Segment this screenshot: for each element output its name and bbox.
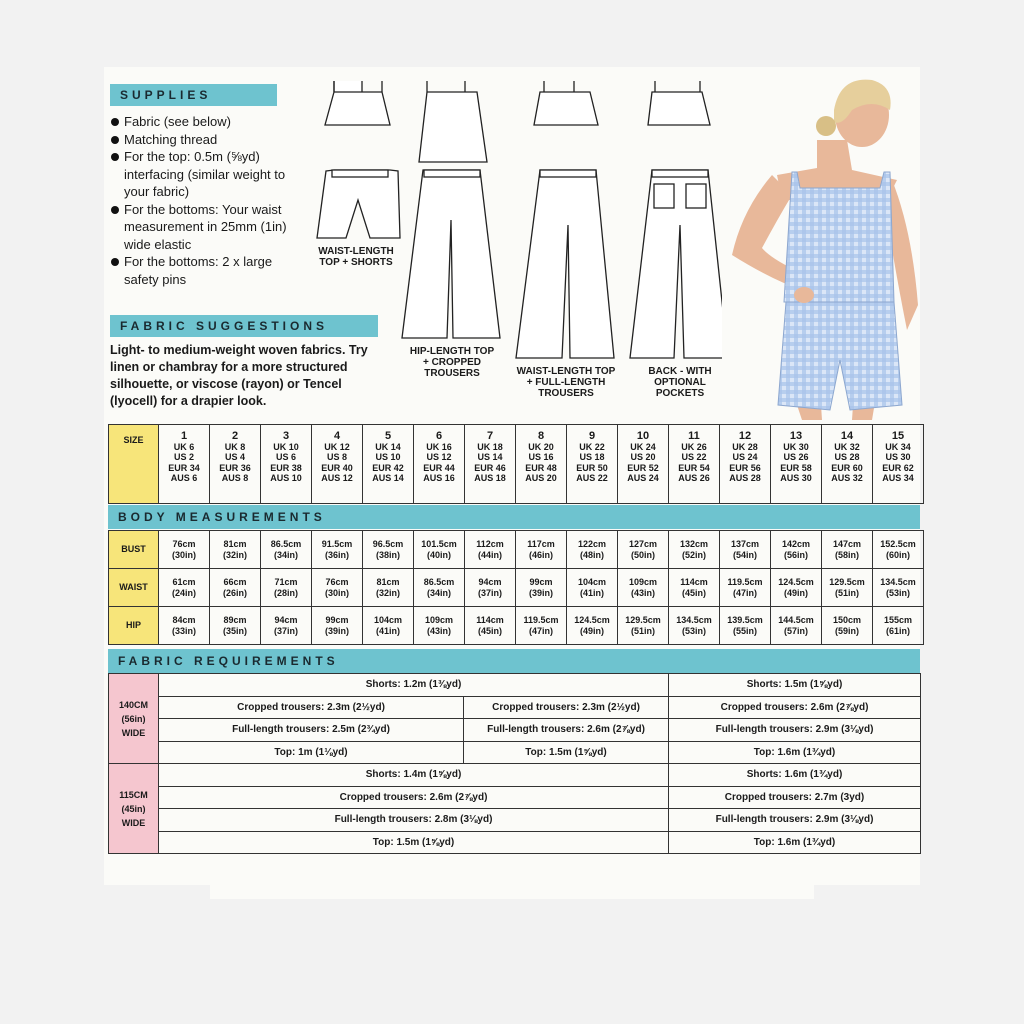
fabric-suggestions-header: FABRIC SUGGESTIONS xyxy=(110,315,378,337)
measurement-in: (30in) xyxy=(171,549,196,560)
size-table xyxy=(108,424,924,504)
size-number: 10 xyxy=(636,430,650,442)
size-eur: EUR 58 xyxy=(780,462,812,473)
size-us: US 14 xyxy=(477,452,503,462)
measurement-cm: 127cm xyxy=(628,539,658,549)
measurement-in: (41in) xyxy=(579,587,604,598)
measurement-in: (49in) xyxy=(783,587,808,598)
size-uk: UK 14 xyxy=(375,441,401,452)
measurement-in: (37in) xyxy=(477,587,502,598)
size-uk: UK 12 xyxy=(324,441,350,452)
size-aus: AUS 30 xyxy=(780,473,812,483)
measurement-cell xyxy=(873,607,924,645)
measurement-in: (47in) xyxy=(732,587,757,598)
size-eur: EUR 50 xyxy=(576,462,608,473)
size-eur: EUR 54 xyxy=(678,462,710,473)
measurement-cell xyxy=(210,569,261,607)
supply-item: For the top: 0.5m (⅝yd) interfacing (similar weight to your fabric) xyxy=(110,148,310,201)
measurement-cell xyxy=(771,569,822,607)
size-us: US 6 xyxy=(275,452,296,462)
size-cell xyxy=(720,425,771,504)
size-label: SIZE xyxy=(109,425,159,504)
measurement-cm: 119.5cm xyxy=(727,577,763,587)
measurement-cell xyxy=(720,531,771,569)
size-aus: AUS 12 xyxy=(321,473,353,483)
measurement-cell xyxy=(312,531,363,569)
measurement-cell xyxy=(516,569,567,607)
measurement-cell xyxy=(312,607,363,645)
measurement-cm: 81cm xyxy=(376,577,400,587)
measurement-cell xyxy=(465,607,516,645)
size-uk: UK 20 xyxy=(528,441,554,452)
measurement-in: (38in) xyxy=(375,549,400,560)
size-cell xyxy=(873,425,924,504)
measurements-table xyxy=(108,530,924,645)
size-number: 2 xyxy=(231,430,239,442)
req-cell: Cropped trousers: 2.6m (2⅞yd) xyxy=(159,786,669,809)
measurement-cm: 150cm xyxy=(832,615,862,625)
size-cell xyxy=(312,425,363,504)
measurement-in: (34in) xyxy=(426,587,451,598)
size-cell xyxy=(669,425,720,504)
measurement-in: (49in) xyxy=(579,625,604,636)
size-us: US 8 xyxy=(326,452,347,462)
measurement-in: (32in) xyxy=(375,587,400,598)
measurement-in: (36in) xyxy=(324,549,349,560)
measurement-label: HIP xyxy=(109,607,159,645)
size-aus: AUS 22 xyxy=(576,473,608,483)
measurement-cm: 76cm xyxy=(172,539,196,549)
size-cell xyxy=(210,425,261,504)
size-number: 4 xyxy=(333,430,341,442)
measurement-cm: 134.5cm xyxy=(880,577,916,587)
measurement-cm: 101.5cm xyxy=(421,539,457,549)
measurement-cm: 96.5cm xyxy=(372,539,404,549)
measurement-cell xyxy=(159,607,210,645)
measurement-in: (26in) xyxy=(222,587,247,598)
measurement-cell xyxy=(567,531,618,569)
measurement-cm: 144.5cm xyxy=(778,615,814,625)
measurement-cell xyxy=(618,531,669,569)
req-cell: Shorts: 1.6m (1¾yd) xyxy=(669,764,921,787)
measurement-in: (48in) xyxy=(579,549,604,560)
measurement-cm: 119.5cm xyxy=(523,615,559,625)
measurement-in: (30in) xyxy=(324,587,349,598)
measurement-cell xyxy=(771,531,822,569)
measurement-in: (39in) xyxy=(324,625,349,636)
size-row xyxy=(109,425,924,504)
measurement-cm: 139.5cm xyxy=(727,615,763,625)
supplies-header: SUPPLIES xyxy=(110,84,277,106)
measurement-in: (58in) xyxy=(834,549,859,560)
size-number: 5 xyxy=(384,430,392,442)
size-uk: UK 34 xyxy=(885,441,911,452)
size-aus: AUS 34 xyxy=(882,473,914,483)
measurement-row xyxy=(109,607,924,645)
measurement-cell xyxy=(363,607,414,645)
size-aus: AUS 32 xyxy=(831,473,863,483)
sheet-shadow xyxy=(210,885,814,899)
size-aus: AUS 18 xyxy=(474,473,506,483)
req-cell: Cropped trousers: 2.3m (2½yd) xyxy=(464,696,669,719)
fabric-requirements-header: FABRIC REQUIREMENTS xyxy=(108,649,920,673)
measurement-cell xyxy=(465,531,516,569)
supply-item: For the bottoms: Your waist measurement in 25mm (1in) wide elastic xyxy=(110,201,310,254)
size-uk: UK 8 xyxy=(224,441,246,452)
measurement-in: (43in) xyxy=(630,587,655,598)
caption-top-cropped: HIP-LENGTH TOP + CROPPED TROUSERS xyxy=(409,346,495,379)
width-115-label: 115CM (45in) WIDE xyxy=(109,764,159,854)
measurement-cm: 132cm xyxy=(679,539,709,549)
measurement-cell xyxy=(465,569,516,607)
measurement-in: (32in) xyxy=(222,549,247,560)
measurement-cm: 89cm xyxy=(223,615,247,625)
measurement-cm: 114cm xyxy=(680,577,708,587)
measurement-cell xyxy=(873,531,924,569)
measurement-cell xyxy=(261,569,312,607)
measurement-in: (47in) xyxy=(528,625,553,636)
measurement-cm: 155cm xyxy=(883,615,913,625)
measurement-cm: 66cm xyxy=(223,577,247,587)
measurement-cell xyxy=(669,607,720,645)
size-cell xyxy=(822,425,873,504)
req-cell: Cropped trousers: 2.7m (3yd) xyxy=(669,786,921,809)
size-uk: UK 16 xyxy=(426,441,452,452)
measurement-cell xyxy=(822,569,873,607)
size-cell xyxy=(567,425,618,504)
size-cell xyxy=(465,425,516,504)
caption-back-pockets: BACK - WITH OPTIONAL POCKETS xyxy=(648,366,712,399)
size-cell xyxy=(771,425,822,504)
measurement-cm: 99cm xyxy=(529,577,553,587)
measurement-label: BUST xyxy=(109,531,159,569)
measurement-cell xyxy=(516,531,567,569)
measurement-cell xyxy=(159,569,210,607)
size-aus: AUS 20 xyxy=(525,473,557,483)
measurement-in: (60in) xyxy=(885,549,910,560)
size-uk: UK 28 xyxy=(732,441,758,452)
measurement-cm: 99cm xyxy=(325,615,349,625)
measurement-in: (35in) xyxy=(222,625,247,636)
size-uk: UK 24 xyxy=(630,441,656,452)
measurement-in: (51in) xyxy=(630,625,655,636)
measurement-cm: 61cm xyxy=(172,577,196,587)
measurement-cm: 122cm xyxy=(577,539,607,549)
size-number: 11 xyxy=(688,430,700,442)
size-eur: EUR 60 xyxy=(831,462,863,473)
req-cell: Shorts: 1.5m (1⅝yd) xyxy=(669,674,921,697)
caption-top-shorts: WAIST-LENGTH TOP + SHORTS xyxy=(318,246,394,268)
measurement-cm: 124.5cm xyxy=(778,577,814,587)
req-cell: Shorts: 1.2m (1⅜yd) xyxy=(159,674,669,697)
size-eur: EUR 56 xyxy=(729,462,761,473)
measurement-cm: 86.5cm xyxy=(423,577,455,587)
measurement-in: (40in) xyxy=(426,549,451,560)
size-aus: AUS 8 xyxy=(221,473,249,483)
measurement-cell xyxy=(261,531,312,569)
measurement-cell xyxy=(618,607,669,645)
size-eur: EUR 38 xyxy=(270,462,302,473)
size-cell xyxy=(618,425,669,504)
size-aus: AUS 14 xyxy=(372,473,404,483)
size-eur: EUR 36 xyxy=(219,462,251,473)
size-us: US 30 xyxy=(885,452,911,462)
size-uk: UK 30 xyxy=(783,441,809,452)
size-us: US 22 xyxy=(681,452,707,462)
size-number: 1 xyxy=(180,430,188,442)
measurement-in: (45in) xyxy=(681,587,706,598)
size-number: 12 xyxy=(738,430,752,442)
measurement-label: WAIST xyxy=(109,569,159,607)
size-cell xyxy=(363,425,414,504)
size-cell xyxy=(159,425,210,504)
size-aus: AUS 6 xyxy=(170,473,198,483)
req-cell: Full-length trousers: 2.8m (3⅛yd) xyxy=(159,809,669,832)
size-aus: AUS 16 xyxy=(423,473,455,483)
illustration-back-pockets xyxy=(630,81,728,358)
measurement-in: (43in) xyxy=(426,625,451,636)
measurement-cm: 129.5cm xyxy=(625,615,661,625)
size-aus: AUS 28 xyxy=(729,473,761,483)
size-us: US 16 xyxy=(528,452,554,462)
supply-item: Matching thread xyxy=(110,131,310,149)
req-cell: Shorts: 1.4m (1⅝yd) xyxy=(159,764,669,787)
illustration-top-cropped xyxy=(402,81,500,338)
measurement-in: (28in) xyxy=(273,587,298,598)
size-aus: AUS 10 xyxy=(270,473,302,483)
measurement-cm: 71cm xyxy=(274,577,298,587)
measurement-in: (59in) xyxy=(834,625,859,636)
size-eur: EUR 62 xyxy=(882,462,914,473)
measurement-in: (50in) xyxy=(630,549,655,560)
measurement-cm: 112cm xyxy=(476,539,504,549)
measurement-in: (53in) xyxy=(885,587,910,598)
measurement-cm: 104cm xyxy=(373,615,403,625)
measurement-cm: 152.5cm xyxy=(880,539,916,549)
measurement-in: (55in) xyxy=(732,625,757,636)
size-us: US 24 xyxy=(732,452,758,462)
measurement-cm: 117cm xyxy=(527,539,555,549)
measurement-cm: 86.5cm xyxy=(270,539,302,549)
size-uk: UK 18 xyxy=(477,441,503,452)
fabric-suggestions-text: Light- to medium-weight woven fabrics. Try linen or chambray for a more structured silhouette, or viscose (rayon) or Tencel (lyocell) for a drapier look. xyxy=(110,343,368,408)
measurement-cell xyxy=(822,531,873,569)
measurement-cm: 76cm xyxy=(325,577,349,587)
req-cell: Top: 1.6m (1¾yd) xyxy=(669,741,921,764)
measurement-row xyxy=(109,569,924,607)
measurement-cm: 134.5cm xyxy=(676,615,712,625)
measurement-cm: 147cm xyxy=(832,539,862,549)
req-cell: Top: 1.6m (1¾yd) xyxy=(669,831,921,854)
size-number: 14 xyxy=(840,430,854,442)
size-eur: EUR 52 xyxy=(627,462,659,473)
size-number: 3 xyxy=(282,430,290,442)
size-cell xyxy=(516,425,567,504)
measurement-cm: 142cm xyxy=(781,539,811,549)
measurement-cell xyxy=(312,569,363,607)
measurement-cm: 84cm xyxy=(172,615,196,625)
measurement-cell xyxy=(669,569,720,607)
measurement-in: (37in) xyxy=(273,625,298,636)
size-number: 13 xyxy=(789,430,803,442)
measurement-in: (46in) xyxy=(528,549,553,560)
req-cell: Full-length trousers: 2.9m (3⅛yd) xyxy=(669,809,921,832)
size-uk: UK 26 xyxy=(681,441,707,452)
req-cell: Full-length trousers: 2.5m (2¾yd) xyxy=(159,719,464,742)
size-number: 7 xyxy=(486,430,494,442)
measurement-in: (53in) xyxy=(681,625,706,636)
measurement-cell xyxy=(414,607,465,645)
req-cell: Top: 1m (1⅛yd) xyxy=(159,741,464,764)
illustration-top-shorts xyxy=(317,81,400,238)
supply-item: For the bottoms: 2 x large safety pins xyxy=(110,253,310,288)
measurement-cell xyxy=(771,607,822,645)
size-uk: UK 32 xyxy=(834,441,860,452)
measurement-cell xyxy=(210,531,261,569)
illustration-top-full xyxy=(516,81,614,358)
measurement-cell xyxy=(873,569,924,607)
measurement-cell xyxy=(363,569,414,607)
size-number: 15 xyxy=(891,430,905,442)
supplies-list xyxy=(110,113,310,288)
measurement-cm: 114cm xyxy=(476,615,504,625)
size-number: 9 xyxy=(588,430,596,442)
measurement-cell xyxy=(720,607,771,645)
measurement-in: (39in) xyxy=(528,587,553,598)
fabric-requirements-table xyxy=(108,673,921,854)
measurement-cell xyxy=(720,569,771,607)
size-eur: EUR 42 xyxy=(372,462,404,473)
size-number: 6 xyxy=(435,430,443,442)
size-us: US 18 xyxy=(579,452,605,462)
size-number: 8 xyxy=(537,430,545,442)
size-us: US 20 xyxy=(630,452,656,462)
size-cell xyxy=(261,425,312,504)
measurement-cell xyxy=(159,531,210,569)
measurement-cell xyxy=(567,607,618,645)
measurement-in: (44in) xyxy=(477,549,502,560)
size-uk: UK 22 xyxy=(579,441,605,452)
measurement-in: (52in) xyxy=(681,549,706,560)
req-cell: Top: 1.5m (1⅝yd) xyxy=(159,831,669,854)
measurement-cm: 109cm xyxy=(424,615,454,625)
size-aus: AUS 26 xyxy=(678,473,710,483)
req-cell: Cropped trousers: 2.6m (2⅞yd) xyxy=(669,696,921,719)
measurement-cell xyxy=(516,607,567,645)
measurement-in: (61in) xyxy=(885,625,910,636)
measurement-cm: 137cm xyxy=(730,539,760,549)
measurement-cell xyxy=(261,607,312,645)
measurement-in: (41in) xyxy=(375,625,400,636)
measurement-cm: 81cm xyxy=(223,539,247,549)
size-uk: UK 6 xyxy=(173,441,195,452)
measurement-cell xyxy=(414,569,465,607)
measurement-cm: 109cm xyxy=(628,577,658,587)
body-measurements-header: BODY MEASUREMENTS xyxy=(108,505,920,529)
size-eur: EUR 40 xyxy=(321,462,353,473)
supply-item: Fabric (see below) xyxy=(110,113,310,131)
measurement-row xyxy=(109,531,924,569)
size-us: US 12 xyxy=(426,452,452,462)
size-eur: EUR 44 xyxy=(423,462,455,473)
size-us: US 2 xyxy=(173,452,194,462)
size-us: US 10 xyxy=(375,452,401,462)
size-us: US 28 xyxy=(834,452,860,462)
size-us: US 26 xyxy=(783,452,809,462)
size-aus: AUS 24 xyxy=(627,473,659,483)
measurement-cell xyxy=(822,607,873,645)
measurement-cm: 124.5cm xyxy=(574,615,610,625)
size-us: US 4 xyxy=(224,452,245,462)
measurement-cm: 94cm xyxy=(478,577,502,587)
req-cell: Cropped trousers: 2.3m (2½yd) xyxy=(159,696,464,719)
req-cell: Top: 1.5m (1⅝yd) xyxy=(464,741,669,764)
req-cell: Full-length trousers: 2.6m (2⅞yd) xyxy=(464,719,669,742)
measurement-cell xyxy=(363,531,414,569)
measurement-in: (57in) xyxy=(783,625,808,636)
measurement-in: (33in) xyxy=(171,625,196,636)
width-140-label: 140CM (56in) WIDE xyxy=(109,674,159,764)
caption-top-full: WAIST-LENGTH TOP + FULL-LENGTH TROUSERS xyxy=(516,366,616,399)
measurement-in: (51in) xyxy=(834,587,859,598)
measurement-cell xyxy=(669,531,720,569)
measurement-cm: 104cm xyxy=(577,577,607,587)
size-uk: UK 10 xyxy=(273,441,299,452)
measurement-cm: 94cm xyxy=(274,615,298,625)
size-eur: EUR 34 xyxy=(168,462,200,473)
measurement-cell xyxy=(618,569,669,607)
measurement-in: (54in) xyxy=(732,549,757,560)
measurement-in: (34in) xyxy=(273,549,298,560)
measurement-cell xyxy=(414,531,465,569)
size-cell xyxy=(414,425,465,504)
size-eur: EUR 48 xyxy=(525,462,557,473)
measurement-cm: 91.5cm xyxy=(321,539,353,549)
measurement-cell xyxy=(567,569,618,607)
size-eur: EUR 46 xyxy=(474,462,506,473)
measurement-in: (56in) xyxy=(783,549,808,560)
measurement-in: (45in) xyxy=(477,625,502,636)
req-cell: Full-length trousers: 2.9m (3⅛yd) xyxy=(669,719,921,742)
model-photo xyxy=(722,70,920,420)
measurement-cell xyxy=(210,607,261,645)
measurement-cm: 129.5cm xyxy=(829,577,865,587)
measurement-in: (24in) xyxy=(171,587,196,598)
